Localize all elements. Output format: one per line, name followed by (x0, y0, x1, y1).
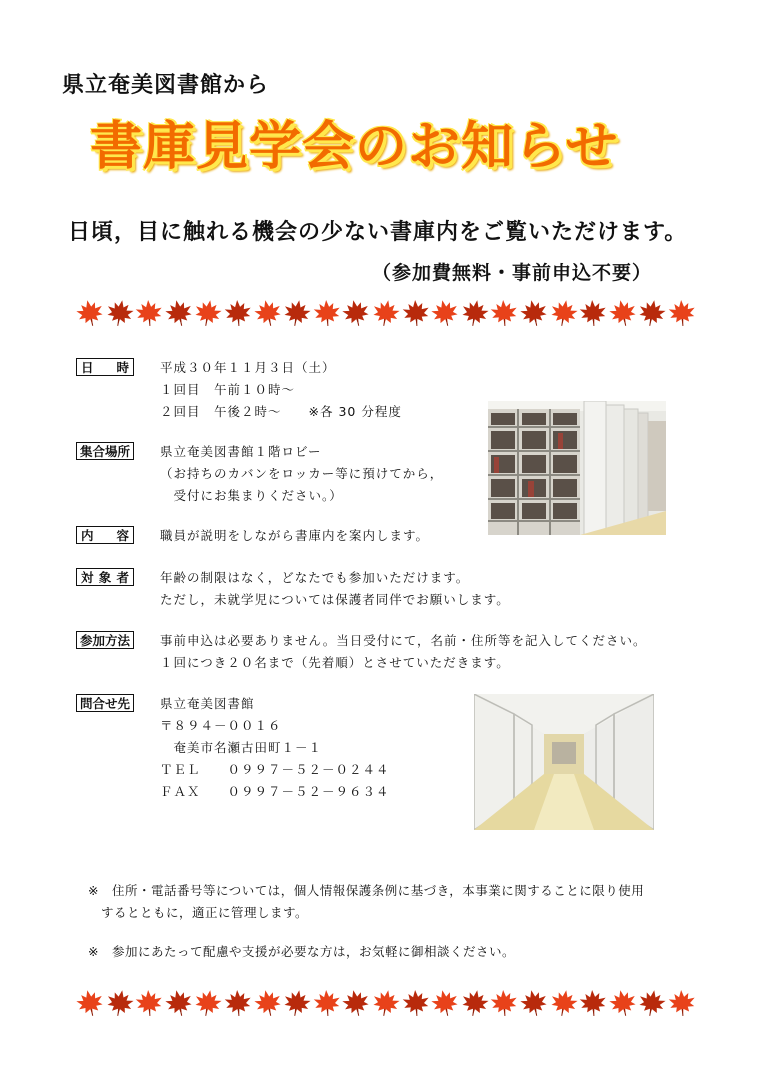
detail-content: 年齢の制限はなく，どなたでも参加いただけます。 ただし，未就学児については保護者同伴でお願いします。 (160, 570, 510, 607)
detail-content: 事前申込は必要ありません。当日受付にて，名前・住所等を記入してください。 １回につき２０名まで（先着順）とさせていただきます。 (160, 633, 647, 670)
maple-leaf-icon (73, 986, 106, 1019)
detail-content: 県立奄美図書館１階ロビー （お持ちのカバンをロッカー等に預けてから， 受付にお集まりください。） (160, 444, 444, 503)
maple-leaf-icon (401, 298, 431, 328)
maple-leaf-icon (192, 297, 224, 329)
maple-leaf-icon (192, 987, 224, 1019)
maple-leaf-icon (73, 296, 106, 329)
maple-leaf-icon (606, 296, 639, 329)
maple-leaf-icon (429, 986, 462, 1019)
assistance-note: ※ 参加にあたって配慮や支援が必要な方は，お気軽に御相談ください。 (88, 944, 515, 959)
maple-leaf-icon (251, 986, 284, 1019)
maple-leaf-icon (370, 987, 402, 1019)
maple-leaf-icon (667, 298, 697, 328)
maple-leaf-icon (370, 297, 402, 329)
maple-leaf-icon (517, 296, 550, 329)
detail-content: 平成３０年１１月３日（土） １回目 午前１０時～ ２回目 午後２時～ ※各 30 分程度 (160, 360, 402, 419)
header-from-library: 県立奄美図書館から (62, 73, 270, 98)
detail-content: 職員が説明をしながら書庫内を案内します。 (160, 528, 430, 543)
maple-leaf-icon (340, 296, 373, 329)
maple-leaf-icon (578, 298, 608, 328)
maple-leaf-icon (223, 988, 253, 1018)
maple-leaf-icon (312, 988, 342, 1018)
maple-leaf-icon (489, 298, 519, 328)
stacks-aisle-photo (474, 694, 654, 830)
maple-leaf-icon (636, 297, 668, 329)
maple-leaf-icon (606, 986, 639, 1019)
maple-leaf-icon (429, 296, 462, 329)
maple-leaf-icon (281, 987, 313, 1019)
maple-leaf-icon (578, 988, 608, 1018)
maple-leaf-icon (340, 986, 373, 1019)
detail-label: 参加方法 (76, 631, 134, 649)
maple-leaf-icon (281, 297, 313, 329)
maple-leaf-icon (459, 987, 491, 1019)
detail-label: 問合せ先 (76, 694, 134, 712)
maple-leaf-icon (251, 296, 284, 329)
free-admission-note: （参加費無料・事前申込不要） (372, 262, 653, 284)
maple-leaf-icon (223, 298, 253, 328)
detail-label: 内容 (76, 526, 134, 544)
maple-leaf-icon (134, 988, 164, 1018)
detail-label: 対象者 (76, 568, 134, 586)
privacy-note: ※ 住所・電話番号等については，個人情報保護条例に基づき，本事業に関することに限り使用 するとともに，適正に管理します。 (88, 883, 645, 920)
maple-leaf-icon (103, 297, 135, 329)
maple-leaf-icon (162, 986, 195, 1019)
lead-text: 日頃，目に触れる機会の少ない書庫内をご覧いただけます。 (68, 220, 688, 245)
maple-leaf-icon (134, 298, 164, 328)
maple-leaf-icon (547, 297, 579, 329)
maple-leaf-icon (401, 988, 431, 1018)
maple-leaf-icon (547, 987, 579, 1019)
detail-label: 日時 (76, 358, 134, 376)
maple-leaf-icon (489, 988, 519, 1018)
maple-leaf-icon (103, 987, 135, 1019)
page-title: 書庫見学会のお知らせ (90, 117, 619, 177)
maple-leaf-border-top (76, 296, 696, 330)
detail-label: 集合場所 (76, 442, 134, 460)
maple-leaf-icon (517, 986, 550, 1019)
maple-leaf-icon (312, 298, 342, 328)
detail-content: 県立奄美図書館 〒８９４－００１６ 奄美市名瀬古田町１－１ ＴＥＬ ０９９７－５２－０２４４ ＦＡＸ ０９９７－５２－９６３４ (160, 696, 390, 799)
bookshelf-photo (488, 401, 666, 535)
maple-leaf-icon (636, 987, 668, 1019)
maple-leaf-icon (162, 296, 195, 329)
maple-leaf-border-bottom (76, 986, 696, 1020)
maple-leaf-icon (459, 297, 491, 329)
maple-leaf-icon (667, 988, 697, 1018)
